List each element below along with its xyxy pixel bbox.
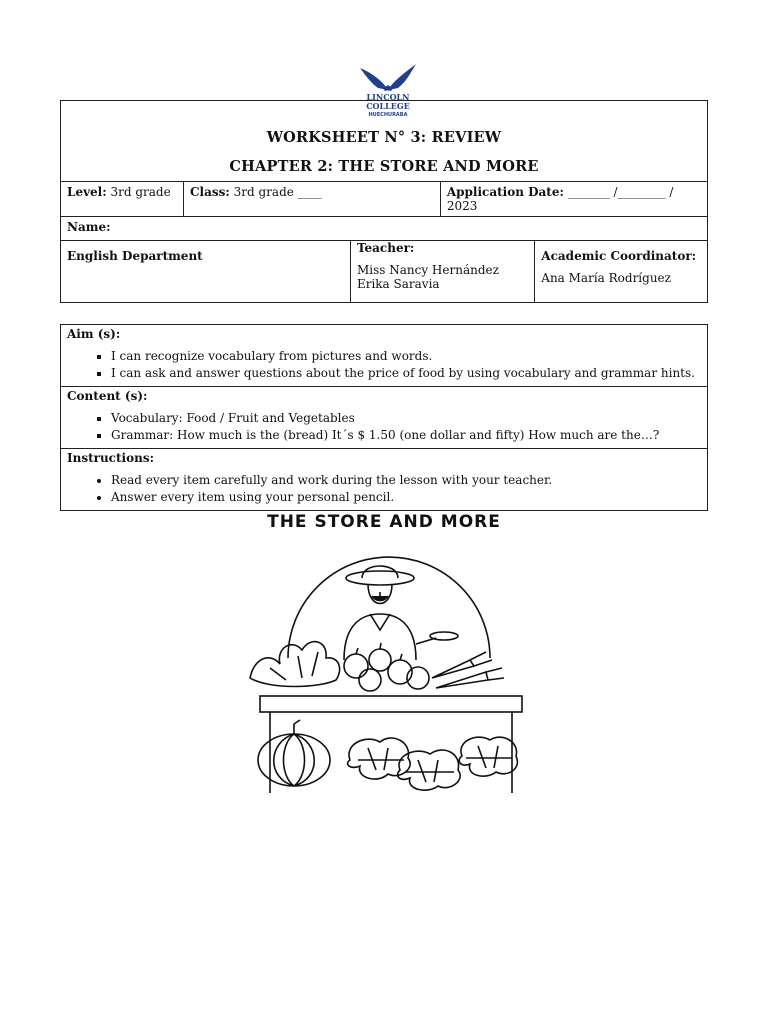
instruction-item-2: • Answer every item using your personal pencil. (111, 489, 701, 506)
date-cell (440, 182, 707, 217)
pumpkin (258, 720, 330, 786)
name-label: Name: (67, 220, 111, 234)
logo-line-2: COLLEGE (366, 101, 410, 111)
aims-content-table (60, 324, 708, 511)
class-value: 3rd grade ____ (229, 185, 322, 199)
class-cell (184, 182, 441, 217)
teacher-name-2: Erika Saravia (356, 277, 440, 291)
coordinator-label: Academic Coordinator: (541, 249, 697, 263)
application-date-label: Application Date: (446, 185, 564, 199)
aim-item-2: ▪ I can ask and answer questions about the price of food by using vocabulary and grammar hints. (111, 365, 701, 382)
vendor-figure (344, 566, 458, 660)
worksheet-header-table (60, 100, 708, 303)
teacher-cell (350, 241, 534, 303)
content-cell (61, 387, 708, 449)
logo-line-3: HUECHURABA (368, 112, 408, 118)
level-value: 3rd grade (106, 185, 171, 199)
aims-cell (61, 325, 708, 387)
section-title: THE STORE AND MORE (267, 512, 501, 532)
class-label: Class: (190, 185, 230, 199)
instructions-cell (61, 449, 708, 511)
instructions-list (67, 472, 701, 506)
title-cell (61, 101, 708, 182)
level-label: Level: (67, 185, 107, 199)
vegetable-vendor-illustration (240, 548, 530, 793)
teacher-name-1: Miss Nancy Hernández (356, 263, 499, 277)
department-label: English Department (67, 249, 203, 263)
content-label: Content (s): (67, 389, 148, 403)
aims-label: Aim (s): (67, 327, 121, 341)
department-cell (61, 241, 351, 303)
aims-list (67, 348, 701, 382)
application-date-value: _______ /________ / 2023 (446, 185, 674, 213)
content-item-2: ▪ Grammar: How much is the (bread) It´s $ 1.50 (one dollar and fifty) How much are the…? (111, 427, 701, 444)
level-cell (61, 182, 184, 217)
content-item-1: ▪ Vocabulary: Food / Fruit and Vegetables (111, 410, 701, 427)
chapter-title: CHAPTER 2: THE STORE AND MORE (229, 158, 539, 175)
aim-item-1: ▪ I can recognize vocabulary from pictures and words. (111, 348, 701, 365)
stand-counter (260, 696, 522, 793)
instruction-item-1: • Read every item carefully and work during the lesson with your teacher. (111, 472, 701, 489)
cabbages (348, 737, 518, 790)
teacher-label: Teacher: (356, 241, 415, 255)
content-list (67, 410, 701, 444)
logo-line-1: LINCOLN (366, 92, 410, 102)
name-cell[interactable] (61, 217, 708, 241)
instructions-label: Instructions: (67, 451, 155, 465)
coordinator-name: Ana María Rodríguez (541, 271, 671, 285)
coordinator-cell (535, 241, 708, 303)
worksheet-title: WORKSHEET N° 3: REVIEW (266, 129, 502, 146)
